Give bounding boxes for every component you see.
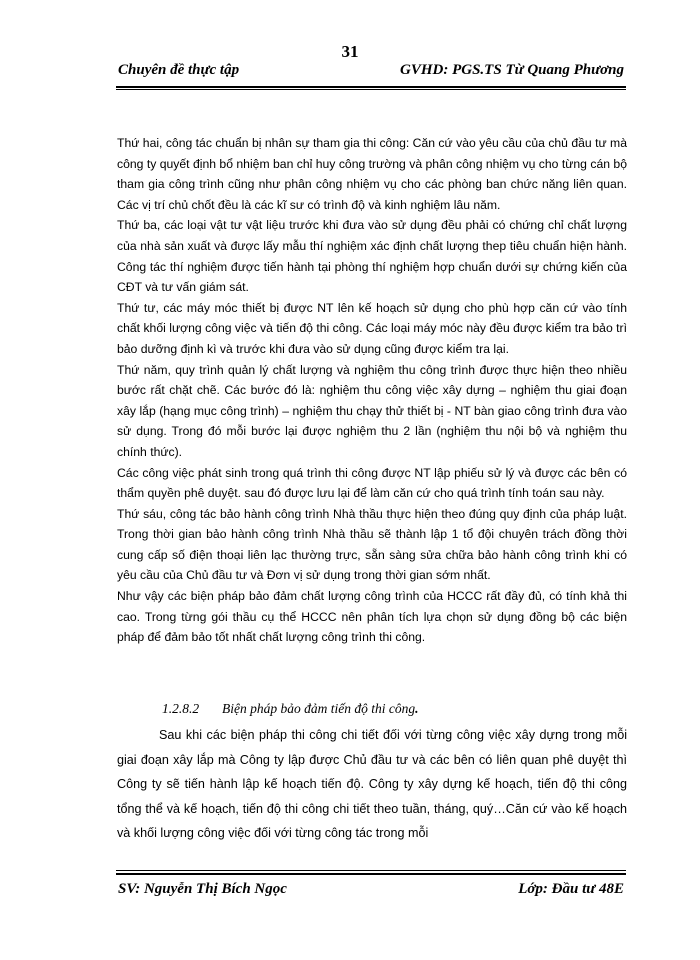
header-left: Chuyên đề thực tập bbox=[118, 62, 240, 78]
section-title-dot: . bbox=[415, 701, 419, 716]
paragraph: Các công việc phát sinh trong quá trình thi công được NT lập phiếu sử lý và được các bên có thẩm quyền phê duyệt. sau đó được lưu lại để làm căn cứ cho quá trình tính toán sau này. bbox=[117, 465, 627, 501]
page-footer bbox=[118, 881, 624, 898]
paragraph: Thứ ba, các loại vật tư vật liệu trước khi đưa vào sử dụng đều phải có chứng chỉ chất lượng của nhà sản xuất và được lấy mẫu thí nghiệm xác định chất lượng thep tiêu chuẩn hiện hành. Công tác thí nghiệm được tiến hành tại phòng thí nghiệm hợp chuẩn dưới sự chứng kiến của CĐT và tư vấn giám sát. bbox=[117, 218, 627, 295]
paragraph: Thứ sáu, công tác bảo hành công trình Nhà thầu thực hiện theo đúng quy định của pháp luật. Trong thời gian bảo hành công trình Nhà thầu sẽ thành lập 1 tổ đội chuyên trách đồng thời cung cấp số điện thoại liên lạc thường trực, sẵn sàng sửa chữa bảo hành công trình khi có yêu cầu của Chủ đầu tư và Đơn vị sử dụng trong thời gian sớm nhất. bbox=[117, 506, 627, 583]
header-rule bbox=[116, 86, 626, 88]
section-number: 1.2.8.2 bbox=[162, 701, 200, 716]
page-header bbox=[118, 62, 624, 79]
paragraph: Thứ năm, quy trình quản lý chất lượng và nghiệm thu công trình được thực hiện theo nhiều bước rất chặt chẽ. Các bước đó là: nghiệm thu công việc xây dựng – nghiệm thu giai đoạn xây lắp (hạng mục công trình) – nghiệm thu chạy thử thiết bị - NT bàn giao công trình đưa vào sử dụng. Trong đó mỗi bước lại được nghiệm thu 2 lần (nghiệm thu nội bộ và nghiệm thu chính thức). bbox=[117, 362, 627, 459]
section-body bbox=[117, 723, 627, 846]
paragraph: Thứ hai, công tác chuẩn bị nhân sự tham gia thi công: Căn cứ vào yêu cầu của chủ đầu tư mà công ty quyết định bổ nhiệm ban chỉ huy công trường và phân công nhiệm vụ cho từng cán bộ tham gia công trình cũng như phân công nhiệm vụ cho các phòng ban chức năng liên quan. Các vị trí chủ chốt đều là các kĩ sư có trình độ và kinh nghiệm lâu năm. bbox=[117, 136, 627, 212]
page-number: 31 bbox=[341, 42, 359, 61]
paragraph: Sau khi các biện pháp thi công chi tiết đối với từng công việc xây dựng trong mỗi giai đoạn xây lắp mà Công ty lập được Chủ đầu tư và các bên có liên quan phê duyệt thì Công ty sẽ tiến hành lập kế hoạch tiến độ. Công ty xây dựng kế hoạch, tiến độ thi công tổng thể và kế hoạch, tiến độ thi công chi tiết theo tuần, tháng, quý…Căn cứ vào kế hoạch và khối lượng công việc đối với từng công tác trong mỗi bbox=[117, 728, 627, 840]
section-title: Biện pháp bảo đảm tiến độ thi công bbox=[222, 701, 416, 716]
footer-right: Lớp: Đầu tư 48E bbox=[518, 881, 624, 897]
footer-rule bbox=[116, 873, 626, 875]
header-right: GVHD: PGS.TS Từ Quang Phương bbox=[400, 62, 624, 78]
paragraph: Như vậy các biện pháp bảo đảm chất lượng công trình của HCCC rất đầy đủ, có tính khả thi cao. Trong từng gói thầu cụ thể HCCC nên phân tích lựa chọn sử dụng đồng bộ các biện pháp để đảm bảo tốt nhất chất lượng công trình thi công. bbox=[117, 589, 627, 645]
footer-left: SV: Nguyễn Thị Bích Ngọc bbox=[118, 881, 287, 897]
footer-rule bbox=[116, 870, 626, 871]
body-text bbox=[117, 133, 627, 648]
section-heading bbox=[162, 699, 622, 719]
header-rule bbox=[116, 89, 626, 90]
paragraph: Thứ tư, các máy móc thiết bị được NT lên kế hoạch sử dụng cho phù hợp căn cứ vào tính chất khối lượng công việc và tiến độ thi công. Các loại máy móc này đều được kiểm tra bảo trì bảo dưỡng định kì và trước khi đưa vào sử dụng cũng được kiểm tra lại. bbox=[117, 300, 627, 356]
